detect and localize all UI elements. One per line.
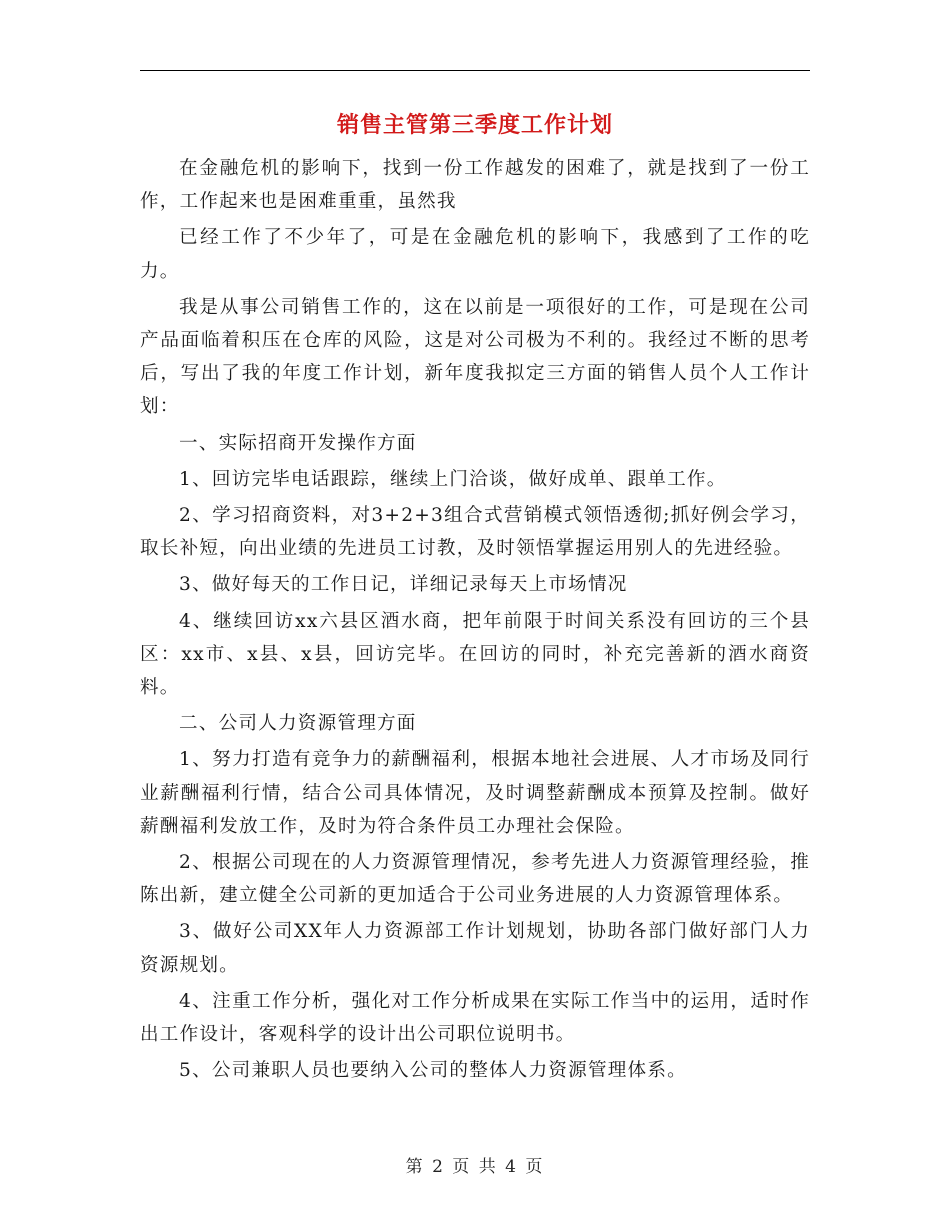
list-item: 1、回访完毕电话跟踪，继续上门洽谈，做好成单、跟单工作。 [179,468,727,490]
section-heading-1: 一、实际招商开发操作方面 [179,432,417,454]
paragraph-2: 已经工作了不少年了，可是在金融危机的影响下，我感到了工作的吃力。 [140,227,810,282]
header-rule [140,70,810,71]
list-item: 1、努力打造有竞争力的薪酬福利，根据本地社会进展、人才市场及同行业薪酬福利行情，结合公司具体情况，及时调整薪酬成本预算及控制。做好薪酬福利发放工作，及时为符合条件员工办理社会保险。 [140,749,810,837]
paragraph-3: 我是从事公司销售工作的，这在以前是一项很好的工作，可是现在公司产品面临着积压在仓库的风险，这是对公司极为不利的。我经过不断的思考后，写出了我的年度工作计划，新年度我拟定三方面的销售人员个人工作计划： [140,296,810,418]
list-item: 4、继续回访xx六县区酒水商，把年前限于时间关系没有回访的三个县区：xx市、x县、x县，回访完毕。在回访的同时，补充完善新的酒水商资料。 [140,610,810,699]
list-item: 5、公司兼职人员也要纳入公司的整体人力资源管理体系。 [179,1060,687,1082]
paragraph-1: 在金融危机的影响下，找到一份工作越发的困难了，就是找到了一份工作，工作起来也是困难重重，虽然我 [140,158,810,213]
list-item: 2、学习招商资料，对3+2+3组合式营销模式领悟透彻;抓好例会学习，取长补短，向出业绩的先进员工讨教，及时领悟掌握运用别人的先进经验。 [140,505,810,560]
page-number-footer: 第 2 页 共 4 页 [405,1157,545,1177]
section-heading-2: 二、公司人力资源管理方面 [179,713,417,735]
list-item: 3、做好每天的工作日记，详细记录每天上市场情况 [179,574,628,596]
list-item: 2、根据公司现在的人力资源管理情况，参考先进人力资源管理经验，推陈出新，建立健全公司新的更加适合于公司业务进展的人力资源管理体系。 [140,852,810,907]
list-item: 4、注重工作分析，强化对工作分析成果在实际工作当中的运用，适时作出工作设计，客观科学的设计出公司职位说明书。 [140,990,810,1046]
list-item: 3、做好公司XX年人力资源部工作计划规划，协助各部门做好部门人力资源规划。 [140,921,810,976]
document-title: 销售主管第三季度工作计划 [336,112,613,138]
document-body [140,152,810,1090]
